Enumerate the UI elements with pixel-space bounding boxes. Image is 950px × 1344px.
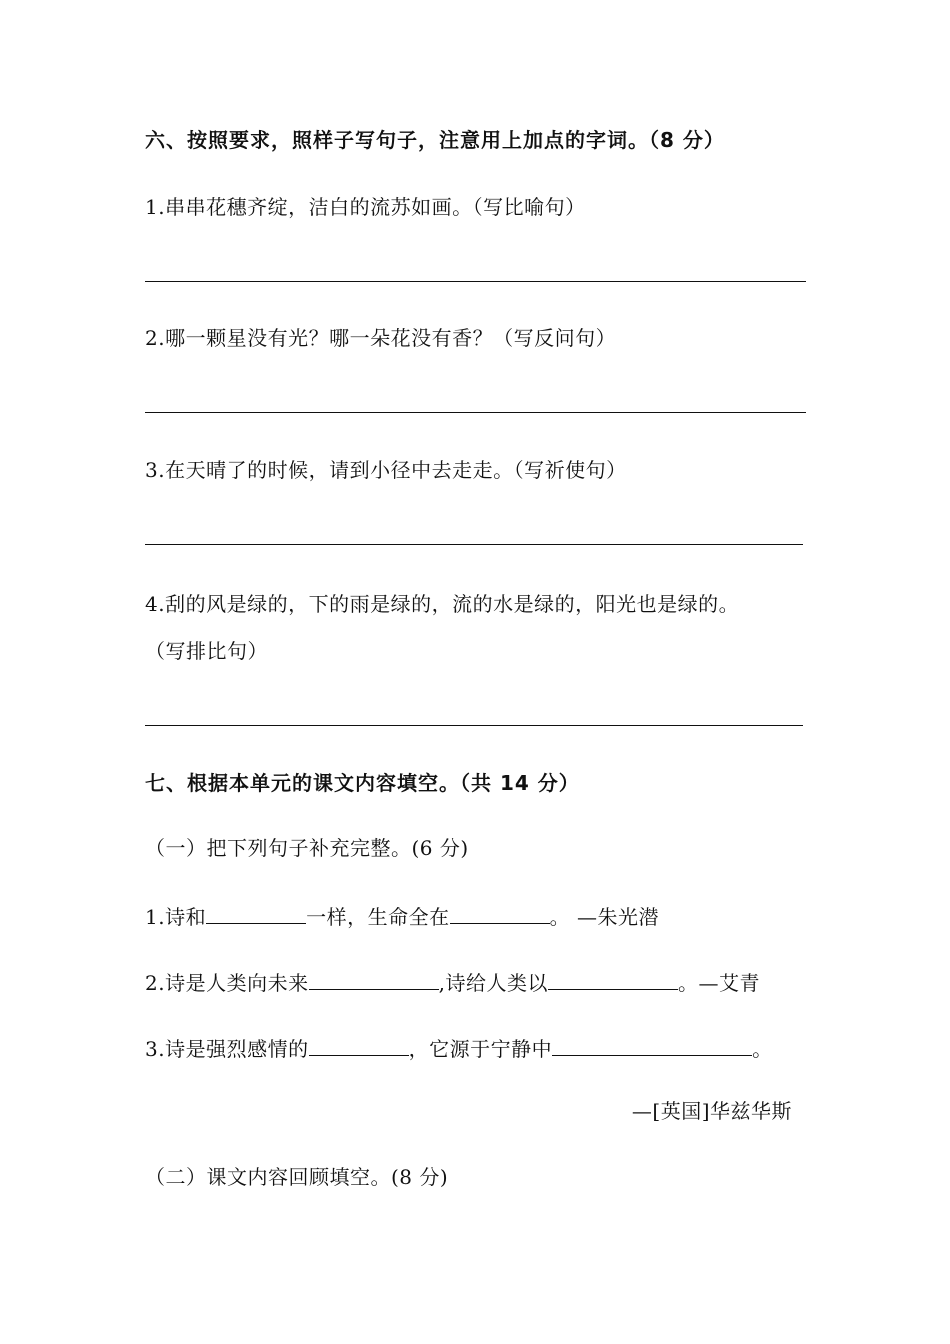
fill-blank-1a[interactable] [206,901,306,924]
fill-item-1 [145,901,659,931]
fill-blank-2b[interactable] [548,967,678,990]
fill-item-2-text-a: 2.诗是人类向未来 [145,971,309,995]
answer-line-2[interactable] [145,412,806,413]
question-1-prompt: 1.串串花穗齐绽，洁白的流苏如画。（写比喻句） [145,195,586,219]
fill-item-3-text-b: ，它源于宁静中 [408,1037,553,1061]
fill-item-3 [145,1033,773,1063]
fill-blank-3b[interactable] [552,1033,752,1056]
fill-blank-2a[interactable] [309,967,439,990]
fill-item-2 [145,967,760,997]
question-4-instruction: （写排比句） [145,639,268,663]
question-3-prompt: 3.在天晴了的时候，请到小径中去走走。（写祈使句） [145,458,627,482]
fill-item-1-text-b: 一样，生命全在 [306,905,450,929]
answer-line-1[interactable] [145,281,806,282]
part-1-title: （一）把下列句子补充完整。(6 分) [145,836,469,860]
section-6-heading: 六、按照要求，照样子写句子，注意用上加点的字词。（8 分） [145,128,725,152]
fill-item-1-text-a: 1.诗和 [145,905,207,929]
fill-item-3-text-a: 3.诗是强烈感情的 [145,1037,309,1061]
answer-line-4[interactable] [145,725,803,726]
fill-item-3-text-c: 。 [752,1037,773,1061]
section-7-heading: 七、根据本单元的课文内容填空。（共 14 分） [145,771,580,795]
question-2-prompt: 2.哪一颗星没有光？哪一朵花没有香？（写反问句） [145,326,617,350]
fill-item-2-text-b: ,诗给人类以 [438,971,548,995]
question-4-prompt: 4.刮的风是绿的，下的雨是绿的，流的水是绿的，阳光也是绿的。 [145,592,740,616]
part-2-title: （二）课文内容回顾填空。(8 分) [145,1165,449,1189]
fill-item-1-text-c: 。 —朱光潜 [549,905,659,929]
answer-line-3[interactable] [145,544,803,545]
fill-blank-3a[interactable] [309,1033,409,1056]
fill-blank-1b[interactable] [450,901,550,924]
fill-item-2-text-c: 。—艾青 [677,971,760,995]
quote-attribution-wordsworth: —[英国]华兹华斯 [631,1099,792,1123]
